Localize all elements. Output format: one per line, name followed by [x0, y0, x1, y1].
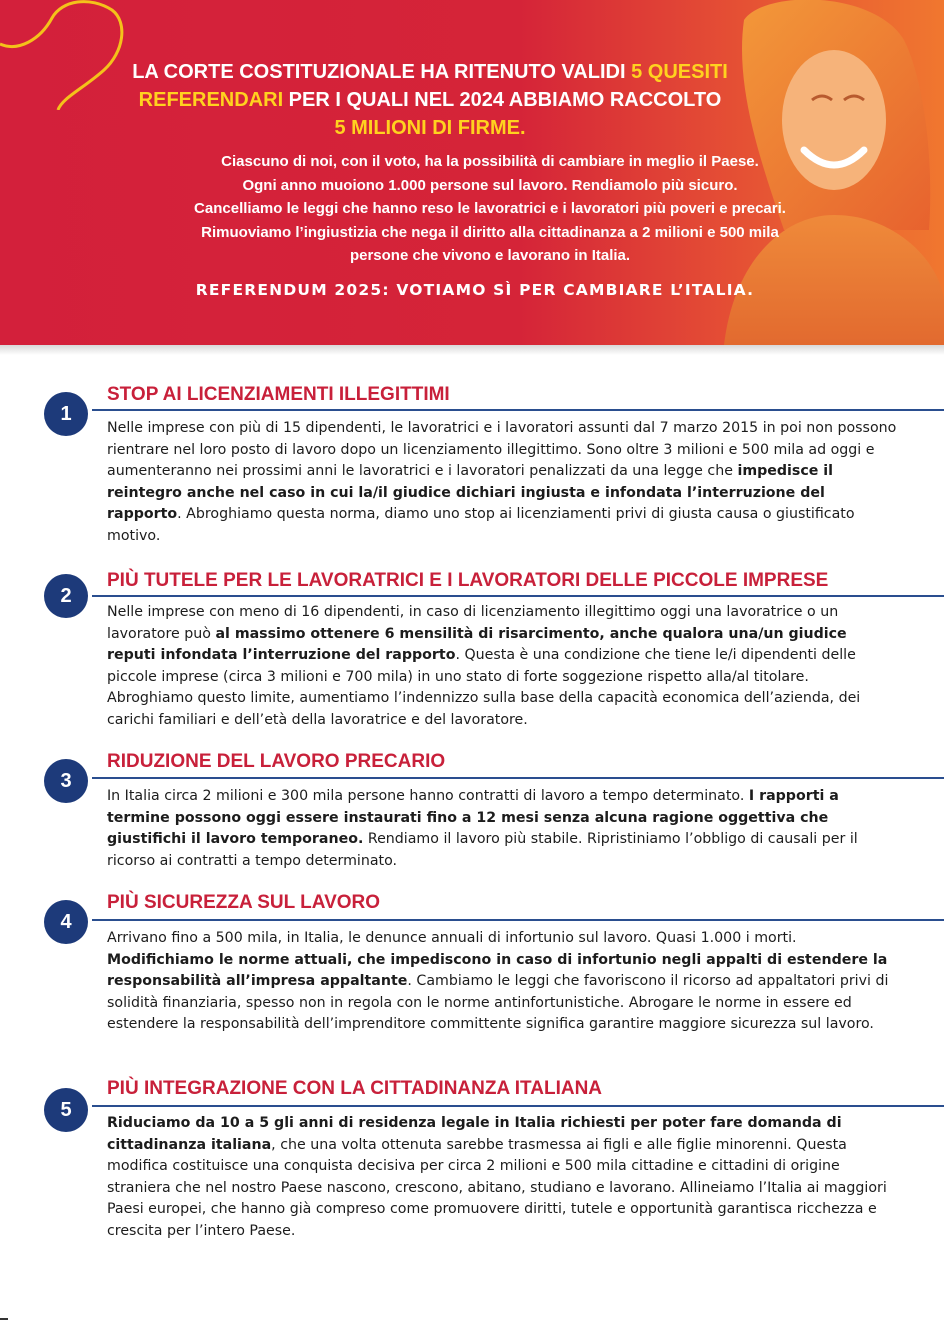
item-title: PIÙ SICUREZZA SUL LAVORO [107, 892, 381, 913]
item-text [107, 418, 897, 548]
text-segment: Nelle imprese con meno di 16 dipendenti, in caso di licenziamento illegittimo oggi una lavoratrice o un lavoratore può [107, 604, 839, 642]
intro-text [100, 150, 880, 268]
item-title: RIDUZIONE DEL LAVORO PRECARIO [107, 751, 446, 772]
text-segment: . Questa è una condizione che tiene le/i dipendenti delle piccole imprese (circa 3 milioni e 700 mila) in uno stato di forte soggezione rispetto alla/al titolare. Abroghiamo questo limite, aumentiamo l’indennizzo sulla base della capacità economica dell’azienda, dei carichi familiari e dell’età della lavoratrice e del lavoratore. [107, 647, 861, 728]
intro-line: Ciascuno di noi, con il voto, ha la possibilità di cambiare in meglio il Paese. [221, 153, 759, 170]
item-rule [92, 409, 944, 411]
text-bold-segment: Modifichiamo le norme attuali, che impediscono in caso di infortunio negli appalti di estendere la responsabilità all’impresa appaltante [107, 951, 888, 990]
text-bold-segment: I rapporti a termine possono oggi essere instaurati fino a 12 mesi senza alcuna ragione oggettiva che giustifichi il lavoro temporaneo. [107, 788, 839, 848]
item-text [107, 602, 897, 732]
item-rule [92, 595, 944, 597]
text-segment: . Cambiamo le leggi che favoriscono il ricorso ad appaltatori privi di solidità finanziaria, spesso non in regola con le norme antinfortunistiche. Abrogare le norme in essere ed estendere la responsabilità dell’imprenditore committente significa garantire maggiore sicurezza sul lavoro. [107, 973, 889, 1033]
text-bold-segment: al massimo ottenere 6 mensilità di risarcimento, anche qualora una/un giudice reputi infondata l’interruzione del rapporto [107, 625, 847, 664]
item-number-badge: 1 [44, 392, 88, 436]
header-banner [0, 0, 944, 345]
slogan: REFERENDUM 2025: VOTIAMO SÌ PER CAMBIARE L’ITALIA. [195, 281, 755, 299]
page-edge-mark [0, 1318, 8, 1320]
item-text [107, 1113, 897, 1243]
item-title: STOP AI LICENZIAMENTI ILLEGITTIMI [107, 384, 450, 405]
item-number-badge: 2 [44, 574, 88, 618]
intro-line: persone che vivono e lavorano in Italia. [349, 247, 631, 265]
headline-part: PER I QUALI NEL 2024 ABBIAMO RACCOLTO [283, 89, 722, 111]
item-text [107, 786, 897, 872]
text-segment: Nelle imprese con più di 15 dipendenti, le lavoratrici e i lavoratori assunti dal 7 marzo 2015 in poi non possono rientrare nel loro posto di lavoro dopo un licenziamento illegittimo. Sono oltre 3 milioni e 500 mila ad oggi e aumenteranno nei prossimi anni le lavoratrici e i lavoratori penalizzati da una legge che [107, 420, 897, 480]
headline [110, 58, 750, 142]
headline-highlight: 5 QUESITI [631, 61, 728, 83]
header-shadow [0, 345, 944, 355]
headline-highlight: 5 MILIONI DI FIRME. [334, 117, 526, 139]
item-rule [92, 1105, 944, 1107]
item-title: PIÙ TUTELE PER LE LAVORATRICI E I LAVORATORI DELLE PICCOLE IMPRESE [107, 570, 829, 591]
item-rule [92, 777, 944, 779]
item-number-badge: 4 [44, 900, 88, 944]
headline-highlight: REFERENDARI [138, 89, 284, 111]
item-number-badge: 5 [44, 1088, 88, 1132]
item-number-badge: 3 [44, 759, 88, 803]
text-segment: crescita per l’intero Paese. [107, 1222, 296, 1239]
item-title: PIÙ INTEGRAZIONE CON LA CITTADINANZA ITALIANA [107, 1078, 603, 1099]
text-bold-segment: impedisce il reintegro anche nel caso in cui la/il giudice dichiari ingiusta e infondata l’interruzione del rapporto [107, 463, 834, 523]
text-segment: , che una volta ottenuta sarebbe trasmessa ai figli e alle figlie minorenni. Questa modifica costituisce una conquista decisiva per circa 2 milioni e 500 mila cittadine e cittadini di origine straniera che nel nostro Paese nascono, crescono, abitano, studiano e lavorano. Allineiamo l’Italia ai maggiori Paesi europei, che hanno già compreso come promuovere diritti, tutele e opportunità garantisca ricchezza e [107, 1136, 887, 1218]
intro-line: Rimuoviamo l’ingiustizia che nega il diritto alla cittadinanza a 2 milioni e 500 mila [201, 223, 779, 241]
intro-line: Ogni anno muoiono 1.000 persone sul lavoro. Rendiamolo più sicuro. [242, 176, 738, 194]
text-segment: In Italia circa 2 milioni e 300 mila persone hanno contratti di lavoro a tempo determinato. [107, 788, 749, 804]
text-bold-segment: Riduciamo da 10 a 5 gli anni di residenza legale in Italia richiesti per poter fare domanda di cittadinanza italiana [107, 1115, 842, 1153]
headline-part: LA CORTE COSTITUZIONALE HA RITENUTO VALIDI [132, 61, 632, 83]
intro-line: Cancelliamo le leggi che hanno reso le lavoratrici e i lavoratori più poveri e precari. [194, 200, 786, 218]
text-segment: . Abroghiamo questa norma, diamo uno stop ai licenziamenti privi di giusta causa o giustificato motivo. [107, 506, 855, 544]
text-segment: Rendiamo il lavoro più stabile. Ripristiniamo l’obbligo di causali per il ricorso ai contratti a tempo determinato. [107, 831, 858, 869]
item-rule [92, 919, 944, 921]
text-segment: Arrivano fino a 500 mila, in Italia, le denunce annuali di infortunio sul lavoro. Quasi 1.000 i morti. [107, 930, 797, 946]
item-text [107, 928, 897, 1036]
